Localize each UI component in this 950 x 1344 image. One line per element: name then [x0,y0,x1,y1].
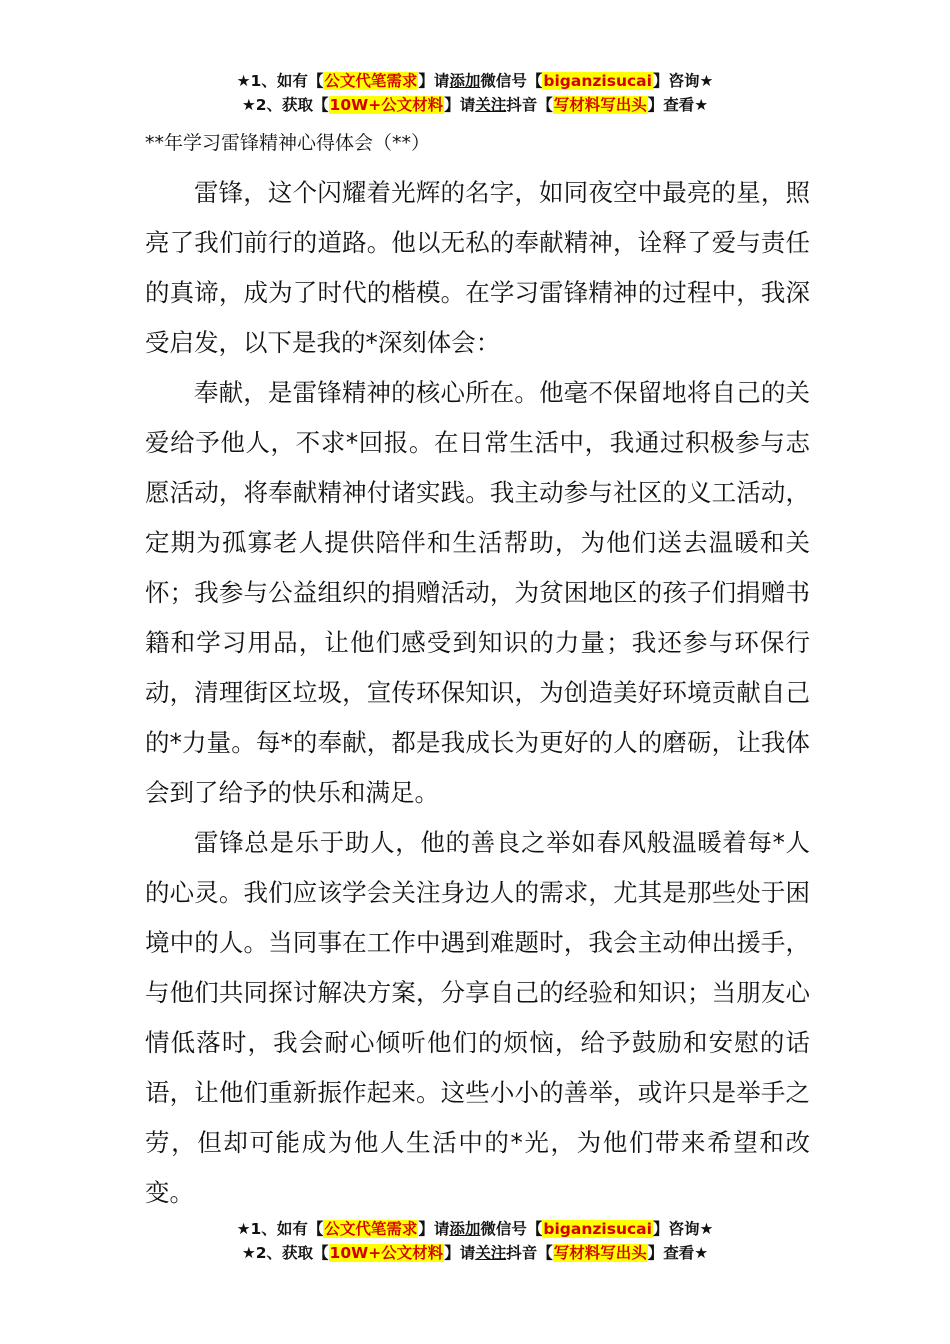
banner-highlight: biganzisucai [543,72,652,90]
banner-highlight: 写材料写出头 [553,96,647,114]
banner-highlight: 写材料写出头 [553,1244,647,1262]
banner-text: 】咨询★ [652,72,714,90]
banner-highlight: 公文代笔需求 [324,1220,418,1238]
banner-highlight: 10W+公文材料 [329,96,444,114]
banner-underlined-text: 添加 [449,72,481,90]
banner-highlight: 10W+公文材料 [329,1244,444,1262]
banner-line-2 [0,1241,950,1265]
banner-underlined-text: 关注 [475,96,507,114]
banner-text: 】请 [444,1244,476,1262]
banner-text: 抖音【 [506,1244,553,1262]
banner-text: ★1、如有【 [236,72,324,90]
banner-text: 微信号【 [480,1220,543,1238]
banner-text: 】请 [444,96,476,114]
banner-highlight: 公文代笔需求 [324,72,418,90]
banner-text: ★2、获取【 [241,1244,329,1262]
banner-text: 】咨询★ [652,1220,714,1238]
banner-highlight: biganzisucai [543,1220,652,1238]
banner-text: 微信号【 [480,72,543,90]
banner-text: 】查看★ [647,96,709,114]
banner-line-1 [0,1217,950,1241]
banner-text: 抖音【 [506,96,553,114]
banner-text: 】请 [418,72,450,90]
document-title: **年学习雷锋精神心得体会（**） [145,132,431,154]
paragraph: 雷锋总是乐于助人，他的善良之举如春风般温暖着每*人的心灵。我们应该学会关注身边人的需求，尤其是那些处于困境中的人。当同事在工作中遇到难题时，我会主动伸出援手，与他们共同探讨解决方案，分享自己的经验和知识；当朋友心情低落时，我会耐心倾听他们的烦恼，给予鼓励和安慰的话语，让他们重新振作起来。这些小小的善举，或许只是举手之劳，但却可能成为他人生活中的*光，为他们带来希望和改变。 [145,828,810,1207]
banner-text: 】请 [418,1220,450,1238]
banner-text: 】查看★ [647,1244,709,1262]
banner-underlined-text: 添加 [449,1220,481,1238]
paragraph: 雷锋，这个闪耀着光辉的名字，如同夜空中最亮的星，照亮了我们前行的道路。他以无私的奉献精神，诠释了爱与责任的真谛，成为了时代的楷模。在学习雷锋精神的过程中，我深受启发，以下是我的*深刻体会： [145,178,810,357]
document-body [145,168,810,1218]
banner-line-1 [0,69,950,93]
banner-underlined-text: 关注 [475,1244,507,1262]
banner-line-2 [0,93,950,117]
banner-text: ★2、获取【 [241,96,329,114]
footer-banner [0,1217,950,1265]
paragraph: 奉献，是雷锋精神的核心所在。他毫不保留地将自己的关爱给予他人，不求*回报。在日常生活中，我通过积极参与志愿活动，将奉献精神付诸实践。我主动参与社区的义工活动，定期为孤寡老人提供陪伴和生活帮助，为他们送去温暖和关怀；我参与公益组织的捐赠活动，为贫困地区的孩子们捐赠书籍和学习用品，让他们感受到知识的力量；我还参与环保行动，清理街区垃圾，宣传环保知识，为创造美好环境贡献自己的*力量。每*的奉献，都是我成长为更好的人的磨砺，让我体会到了给予的快乐和满足。 [145,378,810,807]
banner-text: ★1、如有【 [236,1220,324,1238]
header-banner [0,69,950,117]
